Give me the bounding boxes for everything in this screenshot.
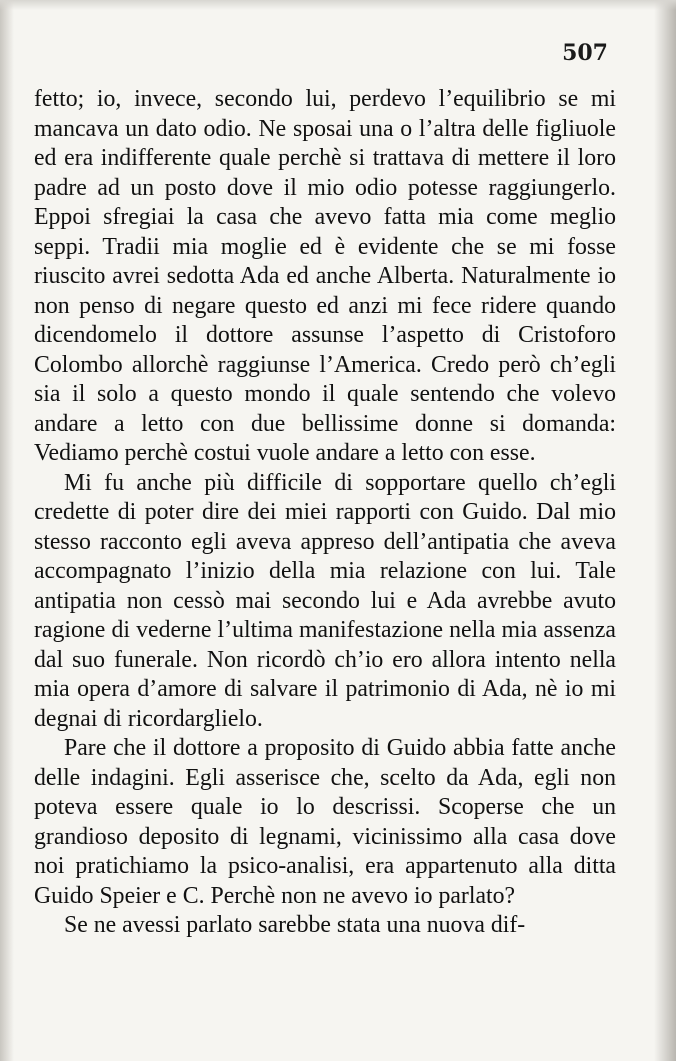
paragraph-4: Se ne avessi parlato sarebbe stata una nuova dif-: [64, 912, 526, 938]
page-top-shadow: [0, 0, 676, 10]
body-text: [34, 85, 616, 941]
page-left-shadow: [0, 0, 14, 1061]
paragraph-3: Pare che il dottore a proposito di Guido abbia fatte anche delle indagini. Egli asserisce che, scelto da Ada, egli non poteva essere quale io lo descrissi. Scoperse che un grandioso deposito di legnami, vicinissimo alla casa dove noi pratichiamo la psico-analisi, era appartenuto alla ditta Guido Speier e C. Perchè non ne avevo io parlato?: [34, 735, 616, 909]
paragraph-1: fetto; io, invece, secondo lui, perdevo l’equilibrio se mi mancava un dato odio. Ne sposai una o l’altra delle figliuole ed era indifferente quale perchè si trattava di mettere il loro padre ad un posto dove il mio odio potesse raggiungerlo. Eppoi sfregiai la casa che avevo fatta mia come meglio seppi. Tradii mia moglie ed è evidente che se mi fosse riuscito avrei sedotta Ada ed anche Alberta. Naturalmente io non penso di negare questo ed anzi mi fece ridere quando dicendomelo il dottore assunse l’aspetto di Cristoforo Colombo allorchè raggiunse l’America. Credo però ch’egli sia il solo a questo mondo il quale sentendo che volevo andare a letto con due bellissime donne si domanda: Vediamo perchè costui vuole andare a letto con esse.: [34, 86, 616, 466]
page-right-shadow: [654, 0, 676, 1061]
paragraph-2: Mi fu anche più difficile di sopportare quello ch’egli credette di poter dire dei miei rapporti con Guido. Dal mio stesso racconto egli aveva appreso dell’antipatia che aveva accompagnato l’inizio della mia relazione con lui. Tale antipatia non cessò mai secondo lui e Ada avrebbe avuto ragione di vederne l’ultima manifestazione nella mia assenza dal suo funerale. Non ricordò ch’io ero allora intento nella mia opera d’amore di salvare il patrimonio di Ada, nè io mi degnai di ricordarglielo.: [34, 469, 616, 732]
page-number: 507: [562, 40, 608, 66]
